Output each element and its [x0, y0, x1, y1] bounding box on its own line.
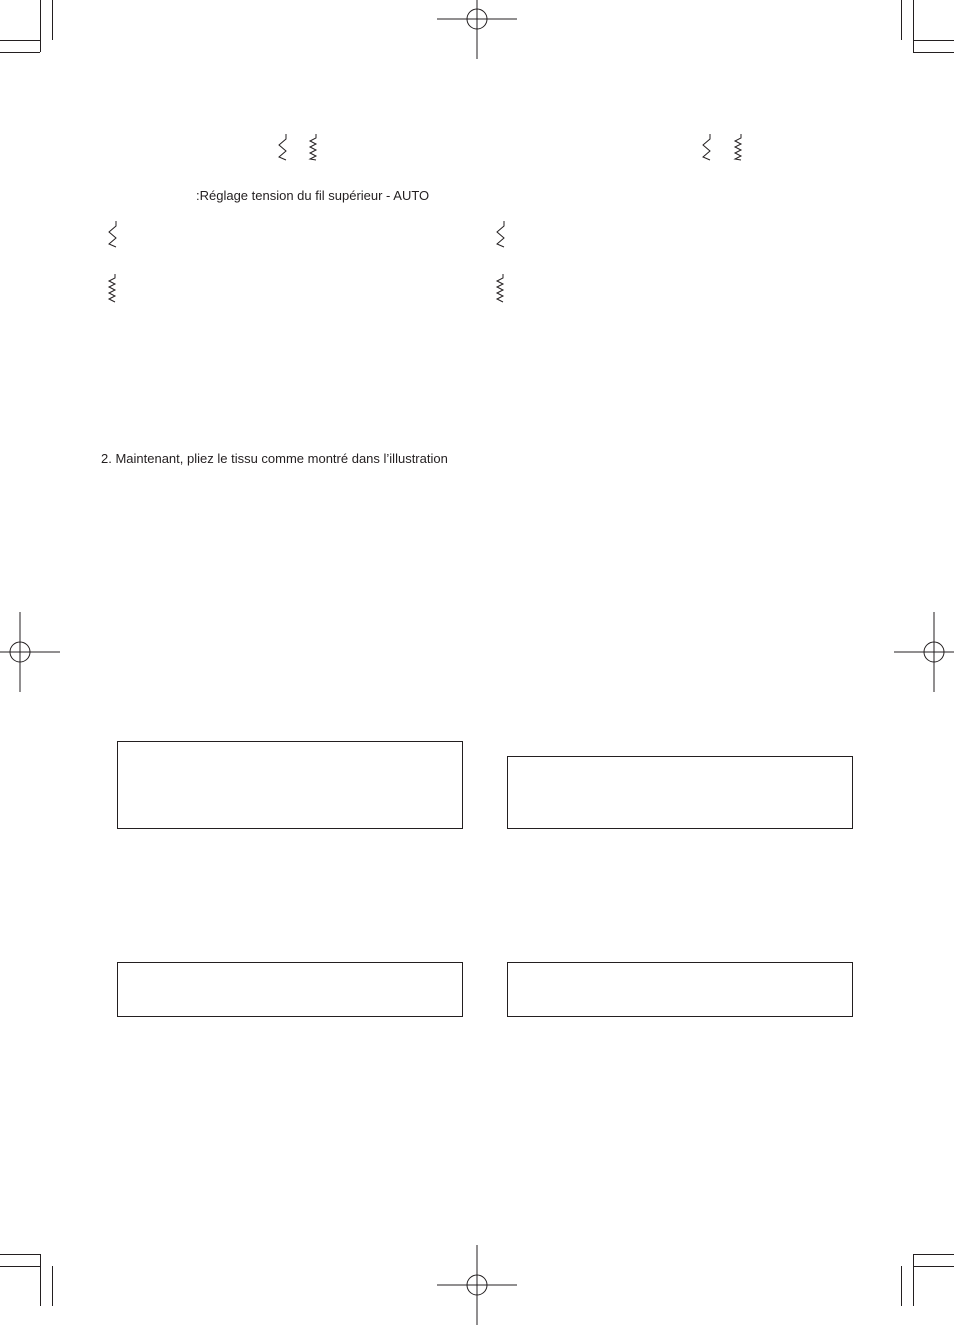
zigzag-stitch-icon — [700, 133, 714, 161]
illustration-frame-bottom-right — [507, 962, 853, 1017]
tension-setting-label: :Réglage tension du fil supérieur - AUTO — [196, 188, 430, 203]
illustration-frame-bottom-left — [117, 962, 463, 1017]
step-2-instruction: 2. Maintenant, pliez le tissu comme montré dans l’illustration — [101, 451, 448, 466]
blind-hem-stitch-icon — [106, 273, 120, 303]
zigzag-stitch-icon — [494, 220, 508, 248]
registration-mark-bottom-icon — [437, 1245, 517, 1325]
registration-mark-right-icon — [894, 612, 954, 692]
blind-hem-stitch-icon — [494, 273, 508, 303]
blind-hem-stitch-icon — [307, 133, 321, 161]
zigzag-stitch-icon — [106, 220, 120, 248]
zigzag-stitch-icon — [276, 133, 290, 161]
illustration-frame-top-right — [507, 756, 853, 829]
registration-mark-left-icon — [0, 612, 60, 692]
blind-hem-stitch-icon — [732, 133, 746, 161]
illustration-frame-top-left — [117, 741, 463, 829]
registration-mark-top-icon — [437, 0, 517, 59]
